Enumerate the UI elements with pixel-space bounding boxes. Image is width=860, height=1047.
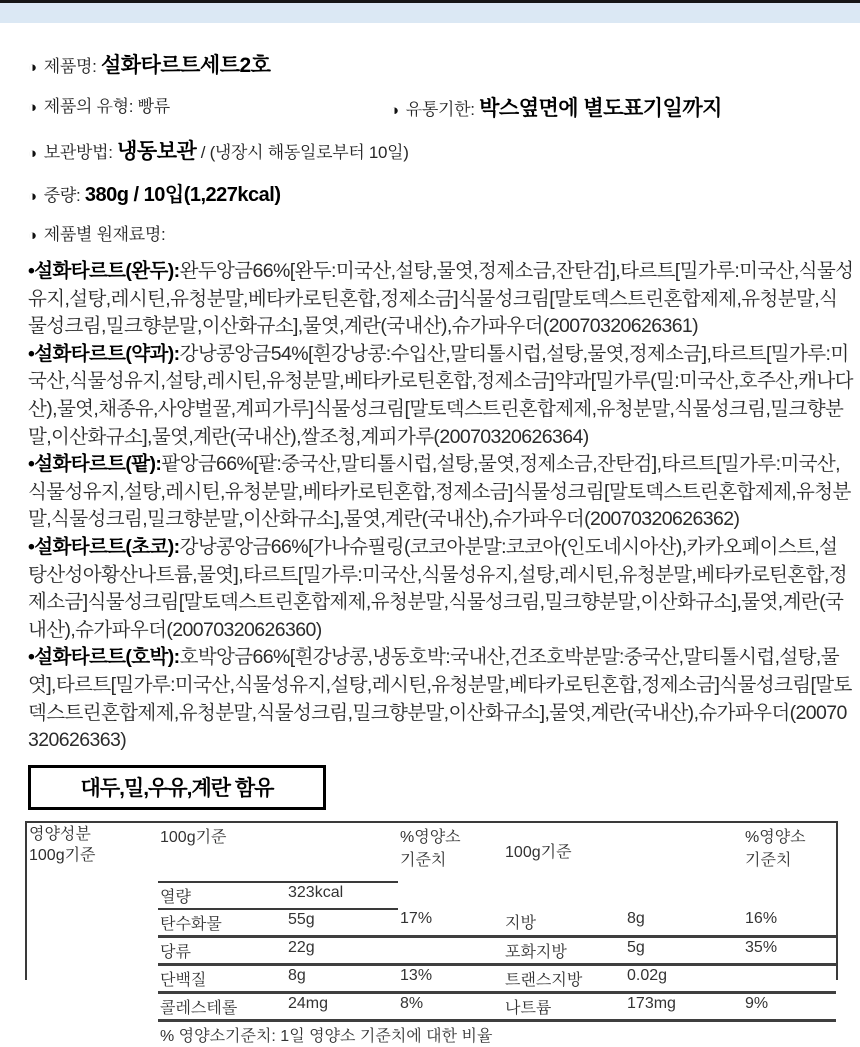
pct-header-right-line2: 기준치 xyxy=(745,851,792,869)
weight-line xyxy=(28,178,855,207)
nutrient-pct: 35% xyxy=(743,936,836,964)
ingredient-paragraph-pea xyxy=(28,258,855,341)
nutrition-title-cell xyxy=(27,823,158,1047)
nutrient-value: 22g xyxy=(286,936,398,964)
half-circle-bullet-icon: ◑ xyxy=(28,99,37,116)
nutrient-name: 당류 xyxy=(158,936,286,964)
expiry-group xyxy=(390,92,722,122)
nutrient-pct: 8% xyxy=(398,992,503,1020)
ingredient-body: 완두앙금66%[완두:미국산,설탕,물엿,정제소금,잔탄검],타르트[밀가루:미국산,식물성유지,설탕,레시틴,유청분말,베타카로틴혼합,정제소금]식물성크림[말토덱스트린혼합제제,유청분말,식물성크림,밀크향분말,이산화규소],물엿,계란(국내산),슈가파우더(20070320626361) xyxy=(28,260,854,338)
nutrient-name: 탄수화물 xyxy=(158,909,286,937)
ingredient-lead: •설화타르트(팥): xyxy=(28,453,162,476)
half-circle-bullet-icon: ◑ xyxy=(28,145,37,162)
nutrient-pct: 17% xyxy=(398,909,503,937)
nutrient-pct: 9% xyxy=(743,992,836,1020)
allergen-text: 대두,밀,우유,계란 함유 xyxy=(80,776,274,800)
top-blue-band xyxy=(0,3,860,23)
half-circle-bullet-icon: ◑ xyxy=(28,227,37,244)
empty-cell xyxy=(625,882,743,909)
ingredient-paragraph-choco xyxy=(28,534,855,644)
ingredient-lead: •설화타르트(호박): xyxy=(28,646,180,669)
nutrient-name: 단백질 xyxy=(158,964,286,992)
ingredient-paragraph-pumpkin xyxy=(28,644,855,754)
empty-cell xyxy=(743,882,836,909)
energy-name: 열량 xyxy=(158,882,286,909)
nutrient-pct: 16% xyxy=(743,909,836,937)
basis-header-left: 100g기준 xyxy=(158,823,398,882)
ingredient-lead: •설화타르트(완두): xyxy=(28,260,180,282)
storage-note: / (냉장시 해동일로부터 10일) xyxy=(200,143,409,162)
storage-value: 냉동보관 xyxy=(117,140,197,163)
nutrition-table-container xyxy=(25,821,838,1045)
pct-header-left-line1: %영양소 xyxy=(400,828,461,846)
nutrient-pct: 13% xyxy=(398,964,503,992)
half-circle-bullet-icon: ◑ xyxy=(390,102,399,119)
nutrition-title-line2: 100g기준 xyxy=(29,846,96,864)
pct-header-left-line2: 기준치 xyxy=(400,851,447,869)
nutrient-name: 지방 xyxy=(503,909,625,937)
ingredient-paragraph-yakgwa xyxy=(28,341,855,451)
nutrient-value: 5g xyxy=(625,936,743,964)
weight-value: 380g / 10입(1,227kcal) xyxy=(84,184,281,206)
nutrition-table xyxy=(27,823,836,1047)
ingredient-paragraphs xyxy=(28,258,855,755)
ingredient-lead: •설화타르트(약과): xyxy=(28,342,180,365)
empty-cell xyxy=(398,882,503,909)
product-name-value: 설화타르트세트2호 xyxy=(101,54,271,77)
ingredient-paragraph-redbean xyxy=(28,451,855,534)
nutrition-title-line1: 영양성분 xyxy=(29,825,91,843)
expiry-value: 박스옆면에 별도표기일까지 xyxy=(479,97,722,120)
ingredient-body: 강낭콩앙금54%[흰강낭콩:수입산,말티톨시럽,설탕,물엿,정제소금],타르트[밀가루:미국산,식물성유지,설탕,레시틴,유청분말,베타카로틴혼합,정제소금]약과[밀가루(밀:미국산,호주산,캐나다산),물엿,채종유,사양벌꿀,계피가루]식물성크림[말토덱스트린혼합제제,유청분말,식물성크림,밀크향분말,이산화규소],물엿,계란(국내산),쌀조청,계피가루(20070320626364) xyxy=(28,342,853,448)
expiry-label: 유통기한: xyxy=(405,100,475,119)
half-circle-bullet-icon: ◑ xyxy=(28,188,37,205)
type-expiry-line xyxy=(28,92,855,122)
nutrient-pct xyxy=(743,964,836,992)
product-type-group xyxy=(28,92,390,122)
label-document xyxy=(0,23,860,1045)
nutrient-value: 8g xyxy=(286,964,398,992)
nutrient-name: 콜레스테롤 xyxy=(158,992,286,1020)
product-type-label: 제품의 유형: xyxy=(43,97,134,116)
ingredient-body: 호박앙금66%[흰강낭콩,냉동호박:국내산,건조호박분말:중국산,말티톨시럽,설탕,물엿],타르트[밀가루:미국산,식물성유지,설탕,레시틴,유청분말,베타카로틴혼합,정제소금]식물성크림[말토덱스트린혼합제제,유청분말,식물성크림,밀크향분말,이산화규소],물엿,계란(국내산),슈가파우더(20070320626363) xyxy=(28,646,852,752)
storage-line xyxy=(28,135,855,165)
product-name-label: 제품명: xyxy=(43,57,97,76)
ingredient-lead: •설화타르트(초코): xyxy=(28,535,180,558)
nutrition-header-row xyxy=(27,823,836,882)
nutrition-footnote: % 영양소기준치: 1일 영양소 기준치에 대한 비율 xyxy=(160,1027,493,1045)
nutrient-name: 포화지방 xyxy=(503,936,625,964)
empty-cell xyxy=(503,882,625,909)
nutrient-name: 트랜스지방 xyxy=(503,964,625,992)
pct-header-right-line1: %영양소 xyxy=(745,828,806,846)
nutrient-value: 24mg xyxy=(286,992,398,1020)
storage-label: 보관방법: xyxy=(43,143,113,162)
product-name-line xyxy=(28,49,855,79)
ingredients-heading-line xyxy=(28,220,855,245)
basis-header-right: 100g기준 xyxy=(505,843,572,861)
half-circle-bullet-icon: ◑ xyxy=(28,59,37,76)
nutrient-value: 55g xyxy=(286,909,398,937)
nutrient-value: 0.02g xyxy=(625,964,743,992)
ingredients-label: 제품별 원재료명: xyxy=(43,225,166,244)
ingredient-body: 팥앙금66%[팥:중국산,말티톨시럽,설탕,물엿,정제소금,잔탄검],타르트[밀가루:미국산,식물성유지,설탕,레시틴,유청분말,베타카로틴혼합,정제소금]식물성크림[말토덱스트린혼합제제,유청분말,식물성크림,밀크향분말,이산화규소],물엿,계란(국내산),슈가파우더(20070320626362) xyxy=(28,453,851,531)
pct-header-left xyxy=(398,823,503,882)
energy-value: 323kcal xyxy=(286,882,398,909)
nutrient-value: 173mg xyxy=(625,992,743,1020)
product-type-value: 빵류 xyxy=(137,97,170,116)
nutrient-name: 나트륨 xyxy=(503,992,625,1020)
weight-label: 중량: xyxy=(43,186,81,205)
pct-header-right xyxy=(743,823,836,882)
allergen-box xyxy=(28,765,326,810)
ingredient-body: 강낭콩앙금66%[가나슈필링(코코아분말:코코아(인도네시아산),카카오페이스트,설탕산성아황산나트륨,물엿],타르트[밀가루:미국산,식물성유지,설탕,레시틴,유청분말,베타카로틴혼합,정제소금]식물성크림[말토덱스트린혼합제제,유청분말,식물성크림,밀크향분말,이산화규소],물엿,계란(국내산),슈가파우더(20070320626360) xyxy=(28,535,847,641)
nutrient-pct xyxy=(398,936,503,964)
nutrient-value: 8g xyxy=(625,909,743,937)
